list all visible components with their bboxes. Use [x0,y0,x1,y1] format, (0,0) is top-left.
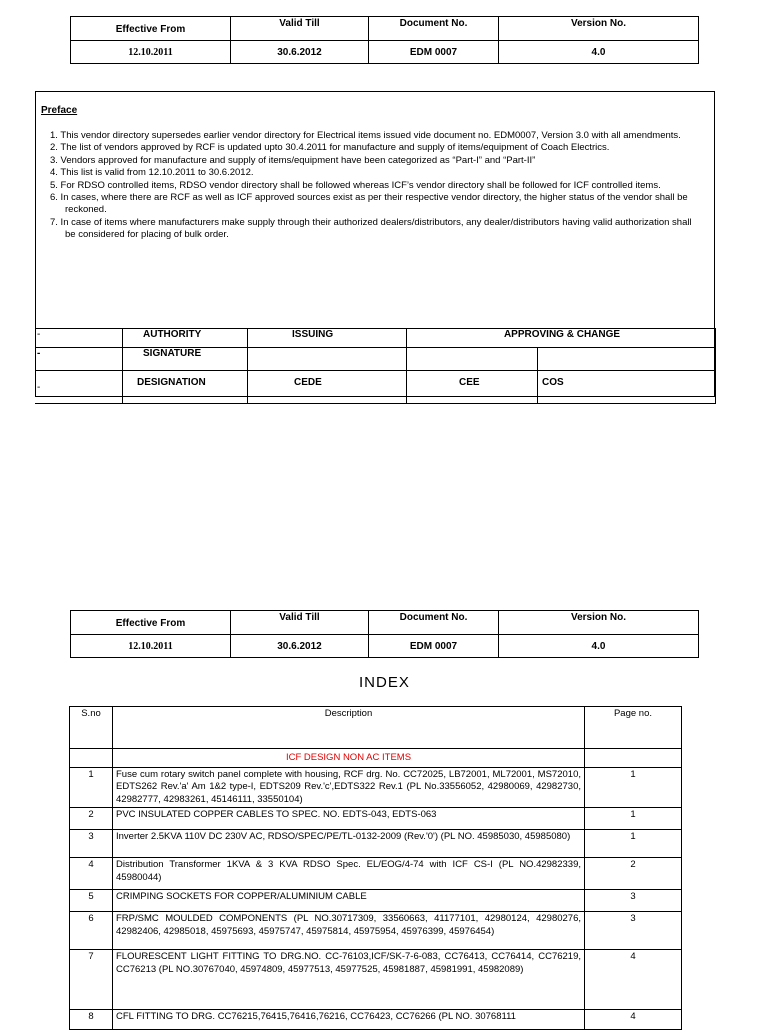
table-row [70,858,682,890]
row-desc: FLOURESCENT LIGHT FITTING TO DRG.NO. CC-76103,ICF/SK-7-6-083, CC76413, CC76414, CC76219, CC76213 (PL NO.30767040, 45974809, 45977513, 45977525, 45981887, 45981991, 45982089) [113,950,585,1010]
header-table-index [70,610,699,658]
row-desc: CRIMPING SOCKETS FOR COPPER/ALUMINIUM CABLE [113,890,585,912]
preface-item: 5. For RDSO controlled items, RDSO vendor directory shall be followed whereas ICF’s vendor directory shall be followed for ICF controlled items. [50,179,661,191]
row-desc: CFL FITTING TO DRG. CC76215,76415,76416,76216, CC76423, CC76266 (PL NO. 30768111 [113,1010,585,1030]
preface-item: 6. In cases, where there are RCF as well as ICF approved sources exist as per their respective vendor directory, the higher status of the vendor shall be reckoned. [50,192,688,216]
row-page: 4 [585,950,682,1010]
preface-item: 1. This vendor directory supersedes earlier vendor directory for Electrical items issued vide document no. EDM0007, Version 3.0 with all amendments. [50,130,681,141]
signature-approving-cell [407,348,538,371]
table-row [70,890,682,912]
approving-label: APPROVING & CHANGE [407,329,716,348]
preface-title: Preface [41,105,78,116]
section-sno-cell [70,749,113,768]
table-row [70,768,682,808]
table-row [70,912,682,950]
table-row [70,808,682,830]
row-desc: PVC INSULATED COPPER CABLES TO SPEC. NO. EDTS-043, EDTS-063 [113,808,585,830]
row-sno: 4 [70,858,113,890]
index-title: INDEX [359,674,410,691]
row-page: 3 [585,890,682,912]
row-page: 1 [585,808,682,830]
dash: - [35,371,123,404]
row-desc: FRP/SMC MOULDED COMPONENTS (PL NO.30717309, 33560663, 41177101, 42980124, 42980276, 42982406, 42985018, 45975693, 45975747, 45975814, 45975954, 45976399, 45976454) [113,912,585,950]
row-desc: Fuse cum rotary switch panel complete with housing, RCF drg. No. CC72025, LB72001, ML72001, MS72010, EDTS262 Rev.'a' Am 1&2 type-I, EDTS209 Rev.'c',EDTS322 Rev.1 (PL No.33556052, 42980069, 42982730, 42982777, 42983261, 45146111, 33550104) [113,768,585,808]
document-no-label: Document No. [369,17,499,41]
designation-label: DESIGNATION [123,371,248,404]
row-sno: 1 [70,768,113,808]
col-desc-header: Description [113,707,585,749]
row-sno: 6 [70,912,113,950]
signature-label: SIGNATURE [123,348,248,371]
authority-table [35,328,716,404]
dash: - [35,348,123,371]
effective-from-label: Effective From [71,17,231,41]
col-page-header: Page no. [585,707,682,749]
version-no-value: 4.0 [499,41,699,64]
designation-cee: CEE [407,371,538,404]
preface-box [35,91,715,397]
document-no-value: EDM 0007 [369,635,499,658]
row-desc: Inverter 2.5KVA 110V DC 230V AC, RDSO/SPEC/PE/TL-0132-2009 (Rev.'0') (PL NO. 45985030, 45985080) [113,830,585,858]
designation-cede: CEDE [248,371,407,404]
dash: - [35,329,123,348]
table-row [70,950,682,1010]
signature-issuing-cell [248,348,407,371]
col-sno-header: S.no [70,707,113,749]
valid-till-value: 30.6.2012 [231,635,369,658]
designation-cos: COS [538,371,716,404]
document-no-label: Document No. [369,611,499,635]
table-row [70,830,682,858]
effective-from-value: 12.10.2011 [71,635,231,658]
preface-item: 2. The list of vendors approved by RCF is updated upto 30.4.2011 for manufacture and supply of items/equipment of Coach Electrics. [50,142,610,154]
effective-from-value: 12.10.2011 [71,41,231,64]
preface-list [50,130,700,242]
row-desc: Distribution Transformer 1KVA & 3 KVA RDSO Spec. EL/EOG/4-74 with ICF CS-I (PL NO.42982339, 45980044) [113,858,585,890]
row-page: 3 [585,912,682,950]
row-sno: 3 [70,830,113,858]
section-row [70,749,682,768]
row-page: 4 [585,1010,682,1030]
valid-till-value: 30.6.2012 [231,41,369,64]
authority-label: AUTHORITY [123,329,248,348]
issuing-label: ISSUING [248,329,407,348]
preface-item: 7. In case of items where manufacturers make supply through their authorized dealers/distributors, any dealer/distributors having valid authorization shall be considered for placing of bulk order. [50,216,692,241]
version-no-label: Version No. [499,611,699,635]
table-row [70,1010,682,1030]
index-header-row [70,707,682,749]
row-page: 2 [585,858,682,890]
index-table [69,706,682,1030]
signature-change-cell [538,348,716,371]
effective-from-label: Effective From [71,611,231,635]
preface-item: 4. This list is valid from 12.10.2011 to 30.6.2012. [50,167,254,179]
section-title: ICF DESIGN NON AC ITEMS [113,749,585,768]
row-page: 1 [585,830,682,858]
header-table-top [70,16,699,64]
row-page: 1 [585,768,682,808]
row-sno: 8 [70,1010,113,1030]
row-sno: 7 [70,950,113,1010]
version-no-value: 4.0 [499,635,699,658]
row-sno: 2 [70,808,113,830]
valid-till-label: Valid Till [231,17,369,41]
section-page-cell [585,749,682,768]
preface-item: 3. Vendors approved for manufacture and supply of items/equipment have been categorized as “Part-I” and “Part-II” [50,154,536,166]
document-no-value: EDM 0007 [369,41,499,64]
valid-till-label: Valid Till [231,611,369,635]
row-sno: 5 [70,890,113,912]
version-no-label: Version No. [499,17,699,41]
